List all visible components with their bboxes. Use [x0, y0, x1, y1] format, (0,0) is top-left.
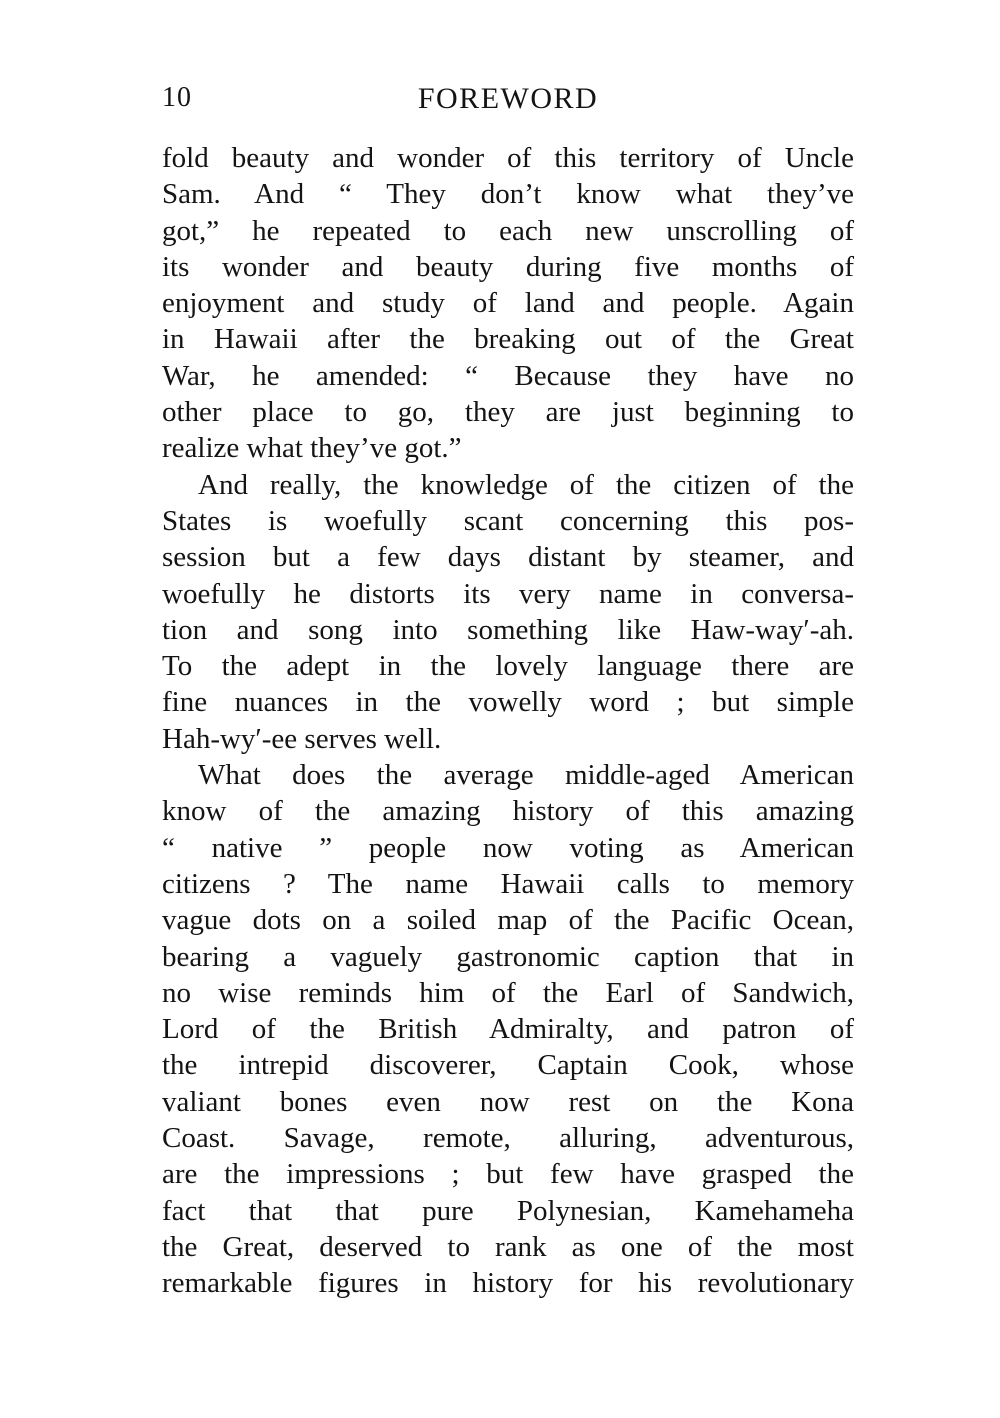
text-line: no wise reminds him of the Earl of Sandwich, [162, 976, 854, 1009]
text-line: fold beauty and wonder of this territory of Uncle [162, 142, 854, 174]
text-line: vague dots on a soiled map of the Pacific Ocean, [162, 904, 854, 937]
page-number: 10 [162, 82, 192, 113]
text-line: bearing a vaguely gastronomic caption that in [162, 940, 854, 973]
text-line: States is woefully scant concerning this pos- [162, 504, 854, 537]
text-line: And really, the knowledge of the citizen of the [198, 468, 854, 501]
text-line: Coast. Savage, remote, alluring, adventurous, [162, 1122, 854, 1155]
text-line: valiant bones even now rest on the Kona [162, 1085, 854, 1118]
text-line: “ native ” people now voting as American [162, 831, 854, 864]
text-line: fine nuances in the vowelly word ; but simple [162, 686, 854, 719]
text-line: Hah-wy′-ee serves well. [162, 722, 442, 755]
text-line: the Great, deserved to rank as one of the most [162, 1230, 854, 1263]
text-line: woefully he distorts its very name in conversa- [162, 577, 854, 610]
text-line: other place to go, they are just beginning to [162, 396, 854, 429]
text-line: are the impressions ; but few have grasped the [162, 1158, 854, 1191]
text-line: session but a few days distant by steamer, and [162, 541, 854, 574]
text-line: tion and song into something like Haw-way′-ah. [162, 613, 854, 646]
text-line: got,” he repeated to each new unscrolling of [162, 214, 854, 247]
text-line: enjoyment and study of land and people. Again [162, 287, 854, 320]
text-line: Lord of the British Admiralty, and patron of [162, 1013, 854, 1046]
text-line: know of the amazing history of this amazing [162, 795, 854, 828]
text-line: To the adept in the lovely language there are [162, 650, 854, 683]
text-line: War, he amended: “ Because they have no [162, 359, 854, 392]
body-text [162, 140, 854, 1302]
text-line: its wonder and beauty during five months of [162, 250, 854, 283]
running-head [162, 82, 854, 126]
text-line: realize what they’ve got.” [162, 432, 462, 465]
chapter-title: FOREWORD [417, 82, 599, 115]
text-line: the intrepid discoverer, Captain Cook, whose [162, 1049, 854, 1082]
text-line: Sam. And “ They don’t know what they’ve [162, 178, 854, 211]
text-line: What does the average middle-aged American [198, 759, 854, 792]
text-line: fact that that pure Polynesian, Kamehameha [162, 1194, 854, 1227]
text-line: remarkable figures in history for his revolutionary [162, 1267, 854, 1300]
text-line: in Hawaii after the breaking out of the Great [162, 323, 854, 356]
text-line: citizens ? The name Hawaii calls to memory [162, 867, 854, 900]
